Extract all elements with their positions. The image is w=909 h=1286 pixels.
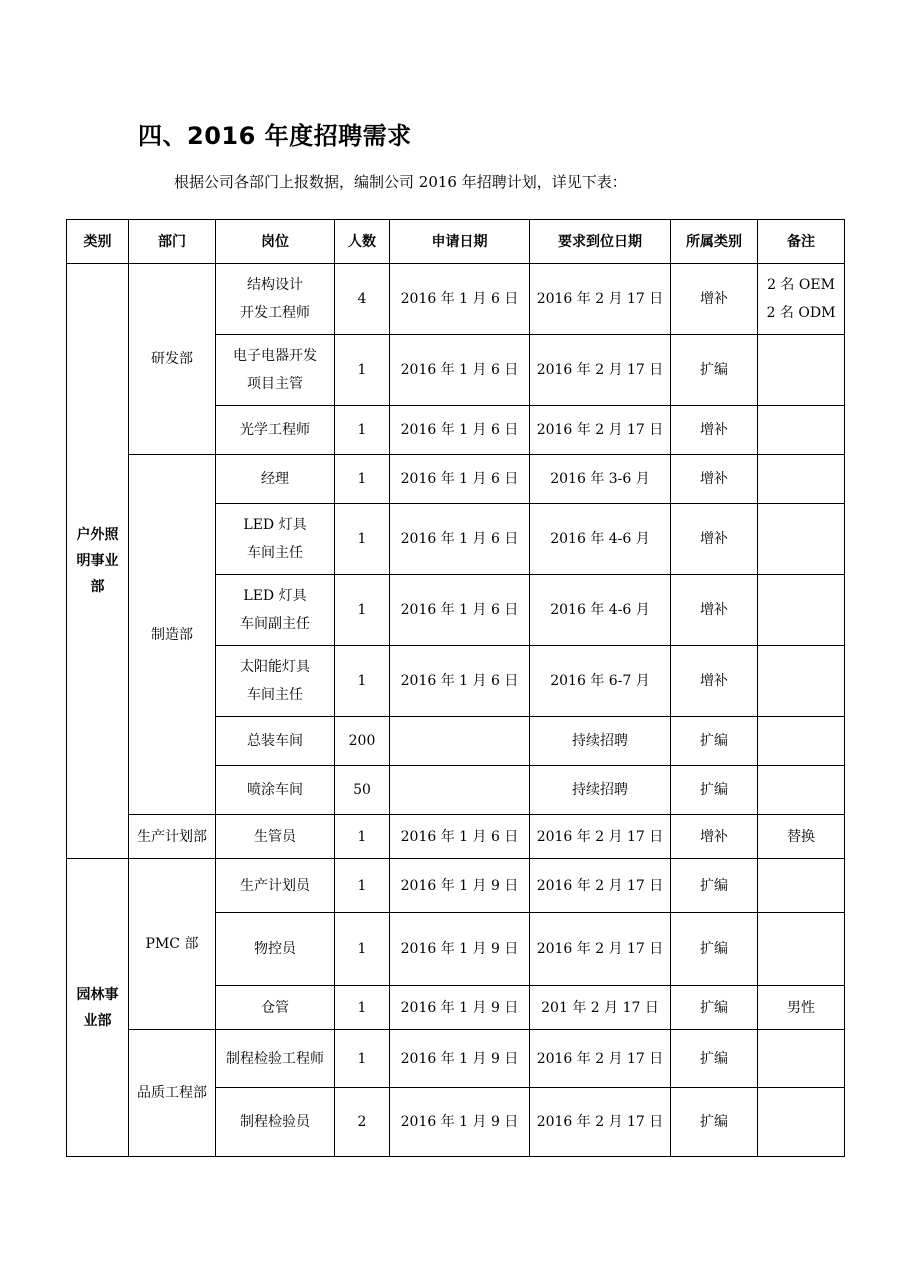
cell-line: 喷涂车间 — [247, 782, 303, 798]
table-row — [67, 1030, 845, 1088]
apply-date-cell: 2016 年 1 月 9 日 — [390, 986, 530, 1030]
count-cell: 1 — [335, 406, 390, 455]
note-cell — [758, 646, 845, 717]
position-cell — [216, 575, 335, 646]
position-cell — [216, 766, 335, 815]
cell-line: 明事业 — [76, 553, 119, 569]
cell-line: 经理 — [261, 471, 289, 487]
position-cell — [216, 646, 335, 717]
position-cell — [216, 406, 335, 455]
cell-line: 物控员 — [254, 941, 296, 957]
note-cell — [758, 406, 845, 455]
cell-line: 仓管 — [261, 999, 289, 1016]
note-cell — [758, 859, 845, 913]
recruitment-table — [66, 219, 845, 1157]
dept-rd: 研发部 — [129, 264, 216, 455]
note-cell — [758, 986, 845, 1030]
note-cell — [758, 766, 845, 815]
table-row — [67, 815, 845, 859]
note-cell — [758, 575, 845, 646]
note-cell — [758, 717, 845, 766]
type-cell: 扩编 — [671, 1088, 758, 1157]
count-cell: 1 — [335, 575, 390, 646]
table-row — [67, 859, 845, 913]
position-cell — [216, 859, 335, 913]
type-cell: 增补 — [671, 504, 758, 575]
count-cell: 4 — [335, 264, 390, 335]
count-cell: 1 — [335, 646, 390, 717]
count-cell: 1 — [335, 455, 390, 504]
due-date-cell: 2016 年 4-6 月 — [530, 504, 671, 575]
category-garden — [67, 859, 129, 1157]
count-cell: 1 — [335, 504, 390, 575]
header-due-date: 要求到位日期 — [530, 220, 671, 264]
apply-date-cell: 2016 年 1 月 9 日 — [390, 859, 530, 913]
apply-date-cell: 2016 年 1 月 6 日 — [390, 575, 530, 646]
position-cell — [216, 1030, 335, 1088]
note-cell — [758, 455, 845, 504]
apply-date-cell: 2016 年 1 月 6 日 — [390, 504, 530, 575]
type-cell: 扩编 — [671, 1030, 758, 1088]
dept-qe: 品质工程部 — [129, 1030, 216, 1157]
table-row — [67, 455, 845, 504]
due-date-cell: 持续招聘 — [530, 717, 671, 766]
due-date-cell: 2016 年 6-7 月 — [530, 646, 671, 717]
due-date-cell: 2016 年 2 月 17 日 — [530, 264, 671, 335]
cell-line: LED 灯具 — [243, 588, 307, 604]
apply-date-cell: 2016 年 1 月 6 日 — [390, 264, 530, 335]
position-cell — [216, 986, 335, 1030]
cell-line: 2 名 OEM — [767, 277, 835, 293]
dept-pmc: PMC 部 — [129, 859, 216, 1030]
due-date-cell: 201 年 2 月 17 日 — [530, 986, 671, 1030]
apply-date-cell: 2016 年 1 月 9 日 — [390, 1088, 530, 1157]
note-cell — [758, 264, 845, 335]
due-date-cell: 2016 年 3-6 月 — [530, 455, 671, 504]
cell-line: 开发工程师 — [240, 305, 310, 321]
due-date-cell: 2016 年 4-6 月 — [530, 575, 671, 646]
note-cell — [758, 815, 845, 859]
table-row — [67, 264, 845, 335]
count-cell: 1 — [335, 986, 390, 1030]
cell-line: 男性 — [787, 999, 815, 1016]
cell-line: 2 名 ODM — [766, 305, 836, 321]
type-cell: 扩编 — [671, 335, 758, 406]
cell-line: 制程检验员 — [240, 1114, 310, 1130]
cell-line: 光学工程师 — [240, 422, 310, 438]
due-date-cell: 2016 年 2 月 17 日 — [530, 913, 671, 986]
category-outdoor — [67, 264, 129, 859]
type-cell: 增补 — [671, 815, 758, 859]
position-cell — [216, 504, 335, 575]
apply-date-cell: 2016 年 1 月 6 日 — [390, 406, 530, 455]
due-date-cell: 2016 年 2 月 17 日 — [530, 1030, 671, 1088]
header-category: 类别 — [67, 220, 129, 264]
cell-line: 项目主管 — [247, 376, 303, 392]
note-cell — [758, 504, 845, 575]
type-cell: 增补 — [671, 455, 758, 504]
cell-line: 户外照 — [76, 527, 119, 543]
due-date-cell: 2016 年 2 月 17 日 — [530, 815, 671, 859]
cell-line: 太阳能灯具 — [240, 659, 310, 675]
count-cell: 2 — [335, 1088, 390, 1157]
apply-date-cell — [390, 766, 530, 815]
position-cell — [216, 335, 335, 406]
dept-plan: 生产计划部 — [129, 815, 216, 859]
count-cell: 1 — [335, 859, 390, 913]
type-cell: 扩编 — [671, 766, 758, 815]
header-department: 部门 — [129, 220, 216, 264]
cell-line: 业部 — [83, 1012, 112, 1029]
type-cell: 增补 — [671, 575, 758, 646]
cell-line: 替换 — [787, 828, 815, 845]
header-count: 人数 — [335, 220, 390, 264]
header-row — [67, 220, 845, 264]
header-position: 岗位 — [216, 220, 335, 264]
position-cell — [216, 264, 335, 335]
cell-line: 总装车间 — [247, 733, 303, 749]
count-cell: 50 — [335, 766, 390, 815]
cell-line: 部 — [90, 579, 105, 595]
type-cell: 扩编 — [671, 986, 758, 1030]
cell-line: 车间主任 — [247, 545, 303, 561]
header-apply-date: 申请日期 — [390, 220, 530, 264]
apply-date-cell: 2016 年 1 月 6 日 — [390, 455, 530, 504]
due-date-cell: 2016 年 2 月 17 日 — [530, 335, 671, 406]
count-cell: 1 — [335, 913, 390, 986]
count-cell: 1 — [335, 815, 390, 859]
cell-line: 制程检验工程师 — [226, 1050, 324, 1067]
cell-line: 车间副主任 — [240, 616, 310, 632]
type-cell: 增补 — [671, 264, 758, 335]
cell-line: LED 灯具 — [243, 517, 307, 533]
intro-paragraph: 根据公司各部门上报数据，编制公司 2016 年招聘计划，详见下表： — [174, 173, 627, 191]
cell-line: 结构设计 — [247, 277, 303, 293]
due-date-cell: 持续招聘 — [530, 766, 671, 815]
note-cell — [758, 913, 845, 986]
due-date-cell: 2016 年 2 月 17 日 — [530, 1088, 671, 1157]
dept-mfg: 制造部 — [129, 455, 216, 815]
apply-date-cell: 2016 年 1 月 6 日 — [390, 646, 530, 717]
type-cell: 扩编 — [671, 859, 758, 913]
cell-line: 车间主任 — [247, 687, 303, 703]
due-date-cell: 2016 年 2 月 17 日 — [530, 406, 671, 455]
header-note: 备注 — [758, 220, 845, 264]
apply-date-cell: 2016 年 1 月 9 日 — [390, 1030, 530, 1088]
note-cell — [758, 335, 845, 406]
cell-line: 园林事 — [76, 986, 119, 1003]
cell-line: 生产计划员 — [240, 877, 310, 894]
apply-date-cell: 2016 年 1 月 9 日 — [390, 913, 530, 986]
count-cell: 200 — [335, 717, 390, 766]
type-cell: 增补 — [671, 646, 758, 717]
position-cell — [216, 717, 335, 766]
position-cell — [216, 1088, 335, 1157]
type-cell: 扩编 — [671, 717, 758, 766]
type-cell: 扩编 — [671, 913, 758, 986]
count-cell: 1 — [335, 1030, 390, 1088]
page-title: 四、2016 年度招聘需求 — [138, 122, 412, 150]
position-cell — [216, 913, 335, 986]
apply-date-cell: 2016 年 1 月 6 日 — [390, 335, 530, 406]
apply-date-cell — [390, 717, 530, 766]
cell-line: 生管员 — [254, 828, 296, 845]
position-cell — [216, 455, 335, 504]
header-type: 所属类别 — [671, 220, 758, 264]
note-cell — [758, 1030, 845, 1088]
apply-date-cell: 2016 年 1 月 6 日 — [390, 815, 530, 859]
count-cell: 1 — [335, 335, 390, 406]
due-date-cell: 2016 年 2 月 17 日 — [530, 859, 671, 913]
note-cell — [758, 1088, 845, 1157]
position-cell — [216, 815, 335, 859]
cell-line: 电子电器开发 — [233, 348, 317, 364]
type-cell: 增补 — [671, 406, 758, 455]
